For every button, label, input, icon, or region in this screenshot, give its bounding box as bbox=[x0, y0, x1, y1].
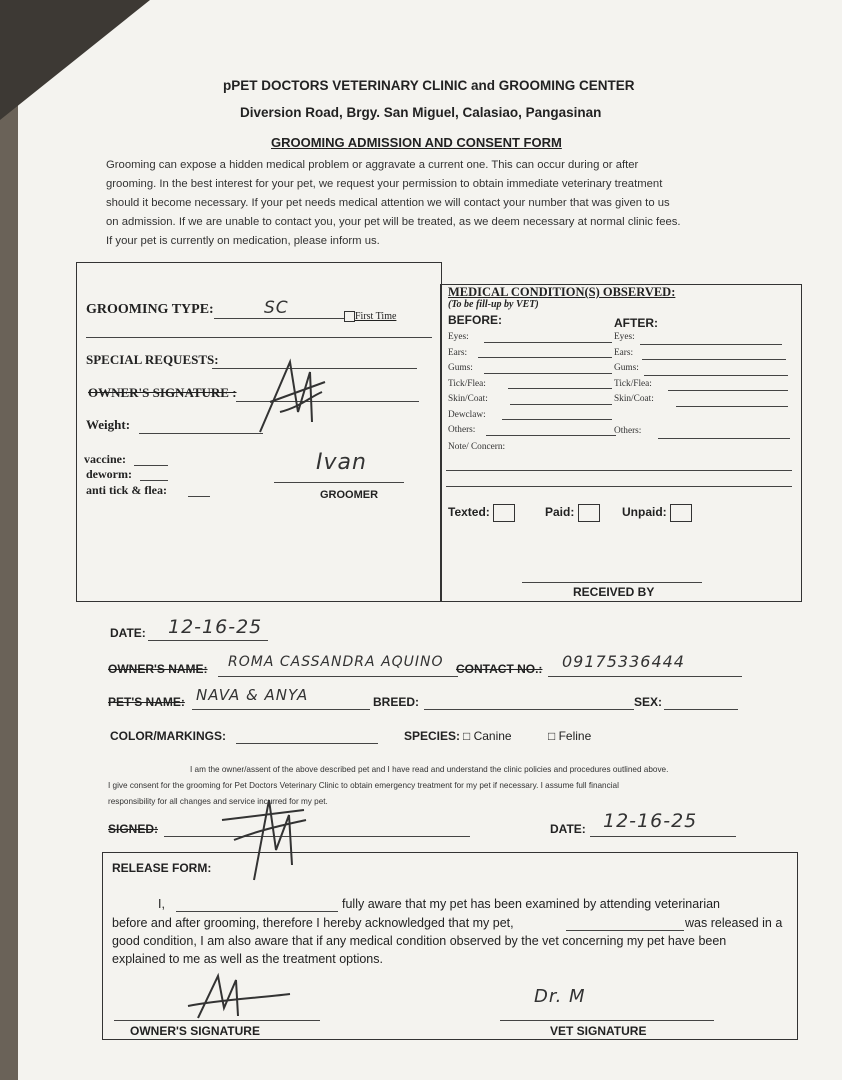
pet-name-line bbox=[192, 709, 370, 710]
groomer-label: GROOMER bbox=[320, 489, 379, 501]
note-line bbox=[446, 486, 792, 487]
clinic-address: Diversion Road, Brgy. San Miguel, Calasiao, Pangasinan bbox=[240, 105, 602, 120]
date-line bbox=[148, 640, 268, 641]
contact-value[interactable]: 09175336444 bbox=[562, 652, 685, 671]
paid-field[interactable]: Paid: bbox=[545, 504, 600, 522]
signed-label: SIGNED: bbox=[108, 822, 159, 836]
owner-signature-label: OWNER'S SIGNATURE : bbox=[88, 385, 237, 400]
vet-signature-line bbox=[500, 1020, 714, 1021]
after-line bbox=[642, 359, 786, 360]
date-label: DATE: bbox=[110, 626, 146, 640]
note-label: Note/ Concern: bbox=[448, 442, 506, 452]
medical-title: MEDICAL CONDITION(S) OBSERVED: bbox=[448, 285, 676, 299]
before-line bbox=[502, 419, 612, 420]
divider-line bbox=[86, 337, 432, 338]
release-owner-signature-mark bbox=[178, 968, 298, 1028]
release-line1-a: I, bbox=[158, 897, 165, 911]
vaccine-label: vaccine: bbox=[84, 452, 126, 466]
release-pet-line bbox=[566, 930, 684, 931]
release-line2-b: was released in a bbox=[685, 916, 783, 930]
release-title: RELEASE FORM: bbox=[112, 861, 212, 875]
signed-date-label: DATE: bbox=[550, 822, 586, 836]
clinic-name: pPET DOCTORS VETERINARY CLINIC and GROOMING CENTER bbox=[223, 78, 635, 93]
contact-label: CONTACT NO.: bbox=[456, 662, 543, 676]
intro-paragraph: Grooming can expose a hidden medical problem or aggravate a current one. This can occur during or after grooming. In the best interest for your pet, we request your permission to obtain immediate veterinary treatment should it become necessary. If your pet needs medical attention we will contact your number that was given to us on admission. If we are unable to contact you, your pet will be treated, as we deem necessary at normal clinic fees. If your pet is currently on medication, please inform us. bbox=[106, 159, 681, 247]
deworm-line bbox=[140, 480, 168, 481]
release-name-line bbox=[176, 911, 338, 912]
pet-name-value[interactable]: NAVA & ANYA bbox=[196, 686, 309, 704]
sex-line bbox=[664, 709, 738, 710]
sex-label: SEX: bbox=[634, 695, 663, 709]
weight-label: Weight: bbox=[86, 417, 131, 432]
pet-name-label: PET'S NAME: bbox=[108, 695, 185, 709]
contact-line bbox=[548, 676, 742, 677]
before-line bbox=[508, 388, 612, 389]
grooming-type-line bbox=[214, 318, 344, 319]
medical-subtitle: (To be fill-up by VET) bbox=[448, 299, 539, 310]
groomer-line bbox=[274, 482, 404, 483]
grooming-type-label: GROOMING TYPE: bbox=[86, 302, 214, 317]
vaccine-line bbox=[134, 465, 168, 466]
after-label: AFTER: bbox=[614, 316, 658, 330]
owner-name-line bbox=[218, 676, 458, 677]
owner-name-label: OWNER'S NAME: bbox=[108, 662, 208, 676]
first-time-checkbox[interactable]: First Time bbox=[344, 311, 396, 322]
after-line bbox=[644, 375, 788, 376]
canine-option[interactable]: □ Canine bbox=[463, 729, 512, 743]
groomer-signature: Ivan bbox=[316, 450, 367, 475]
note-line bbox=[446, 470, 792, 471]
before-line bbox=[486, 435, 616, 436]
before-line bbox=[510, 404, 612, 405]
owner-signature-mark bbox=[250, 352, 330, 442]
before-line bbox=[478, 357, 612, 358]
antitick-line bbox=[188, 496, 210, 497]
received-by-line bbox=[522, 582, 702, 583]
owner-name-value[interactable]: ROMA CASSANDRA AQUINO bbox=[228, 654, 444, 670]
date-value[interactable]: 12-16-25 bbox=[168, 616, 263, 638]
vet-signature-value: Dr. M bbox=[534, 986, 586, 1007]
release-line2-a: before and after grooming, therefore I hereby acknowledged that my pet, bbox=[112, 916, 514, 930]
vet-signature-label: VET SIGNATURE bbox=[550, 1024, 647, 1038]
weight-line bbox=[139, 433, 263, 434]
color-label: COLOR/MARKINGS: bbox=[110, 729, 226, 743]
after-line bbox=[668, 390, 788, 391]
form-title: GROOMING ADMISSION AND CONSENT FORM bbox=[271, 135, 562, 150]
breed-label: BREED: bbox=[373, 695, 420, 709]
grooming-type-value[interactable]: SC bbox=[264, 298, 289, 318]
before-label: BEFORE: bbox=[448, 313, 502, 327]
release-owner-line bbox=[114, 1020, 320, 1021]
consent-text: I am the owner/assent of the above described pet and I have read and understand the clinic policies and procedures outlined above. I give consent for the grooming for Pet Doctors Veterinary Clinic to obtain emergency treatment for my pet if necessary. I assume full financial responsibility for all changes and service incurred for my pet. bbox=[108, 765, 669, 806]
before-items: Eyes: Ears: Gums: Tick/Flea: Skin/Coat: Dewclaw: Others: bbox=[448, 332, 488, 435]
color-line bbox=[236, 743, 378, 744]
signed-date-line bbox=[590, 836, 736, 837]
release-line1-b: fully aware that my pet has been examined by attending veterinarian bbox=[342, 897, 721, 911]
release-owner-signature-label: OWNER'S SIGNATURE bbox=[130, 1024, 260, 1038]
feline-option[interactable]: □ Feline bbox=[548, 729, 592, 743]
after-line bbox=[658, 438, 790, 439]
texted-field[interactable]: Texted: bbox=[448, 504, 515, 522]
signed-date-value[interactable]: 12-16-25 bbox=[603, 810, 698, 832]
breed-line bbox=[424, 709, 634, 710]
deworm-label: deworm: bbox=[86, 467, 132, 481]
release-line4: explained to me as well as the treatment options. bbox=[112, 952, 383, 966]
after-items: Eyes: Ears: Gums: Tick/Flea: Skin/Coat: Others: bbox=[614, 332, 654, 436]
after-line bbox=[640, 344, 782, 345]
signed-line bbox=[164, 836, 470, 837]
release-line3: good condition, I am also aware that if any medical condition observed by the vet concerning my pet have been bbox=[112, 934, 727, 948]
received-by-label: RECEIVED BY bbox=[573, 585, 655, 599]
species-label: SPECIES: bbox=[404, 729, 461, 743]
after-line bbox=[676, 406, 788, 407]
unpaid-field[interactable]: Unpaid: bbox=[622, 504, 692, 522]
before-line bbox=[484, 342, 612, 343]
page-shadow bbox=[0, 0, 150, 120]
before-line bbox=[484, 373, 612, 374]
special-requests-label: SPECIAL REQUESTS: bbox=[86, 352, 219, 367]
antitick-label: anti tick & flea: bbox=[86, 483, 167, 497]
form-paper bbox=[18, 0, 842, 1080]
